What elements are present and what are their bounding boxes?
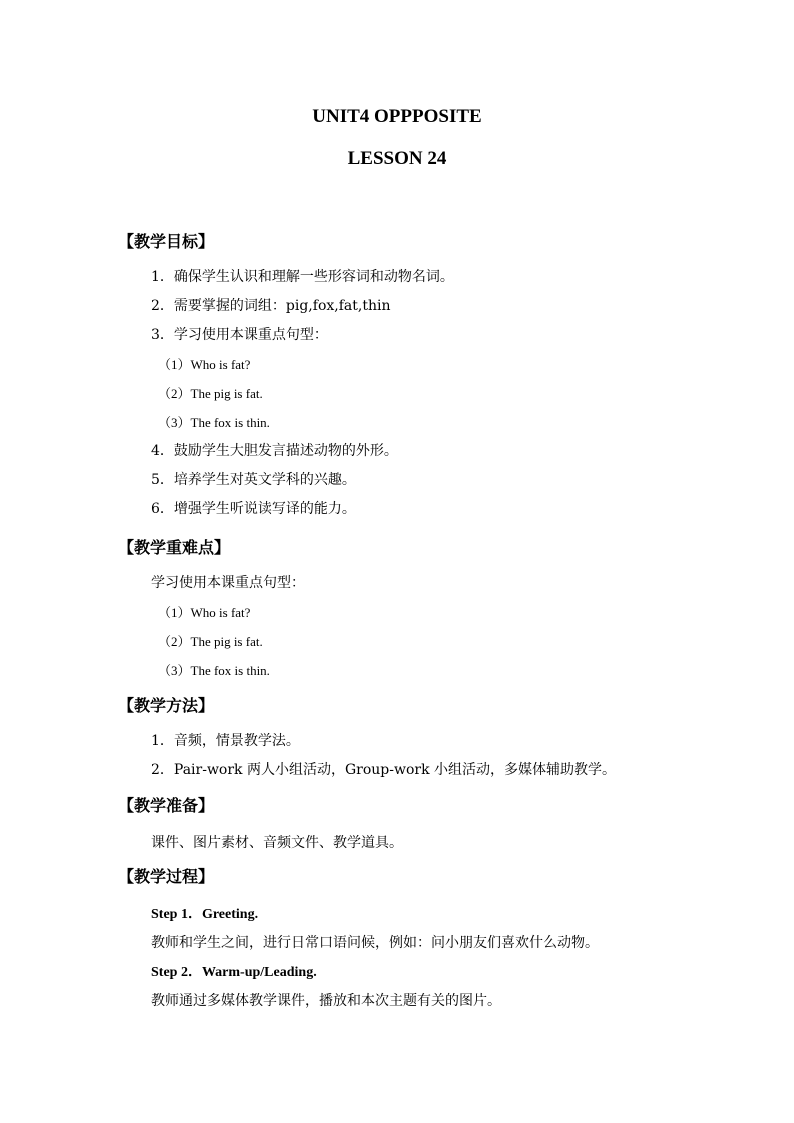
section-heading: 【教学过程】 xyxy=(118,867,215,886)
list-item: （1）Who is fat? xyxy=(158,357,251,372)
section-heading: 【教学方法】 xyxy=(118,696,215,715)
list-item: （1）Who is fat? xyxy=(158,605,251,620)
unit-title: UNIT4 OPPPOSITE xyxy=(312,106,482,127)
list-item: 1．确保学生认识和理解一些形容词和动物名词。 xyxy=(151,269,454,285)
list-item: 4．鼓励学生大胆发言描述动物的外形。 xyxy=(151,443,398,459)
section-process xyxy=(118,864,678,1016)
section-methods xyxy=(118,693,678,785)
list-item: 课件、图片素材、音频文件、教学道具。 xyxy=(151,835,403,851)
section-preparation xyxy=(118,793,678,858)
step-title: Step 1．Greeting. xyxy=(151,907,259,922)
list-item: 5．培养学生对英文学科的兴趣。 xyxy=(151,472,356,488)
list-item: 学习使用本课重点句型： xyxy=(151,575,305,591)
section-heading: 【教学准备】 xyxy=(118,796,215,815)
section-heading: 【教学目标】 xyxy=(118,232,215,251)
list-item: 1．音频，情景教学法。 xyxy=(151,733,300,749)
list-item: （3）The fox is thin. xyxy=(158,663,270,678)
section-objectives xyxy=(118,229,678,524)
list-item: （2）The pig is fat. xyxy=(158,386,263,401)
lesson-title: LESSON 24 xyxy=(347,148,447,169)
list-item: 2．需要掌握的词组：pig,fox,fat,thin xyxy=(151,298,391,314)
step-text: 教师通过多媒体教学课件，播放和本次主题有关的图片。 xyxy=(151,993,501,1009)
list-item: （3）The fox is thin. xyxy=(158,415,270,430)
list-item: 3．学习使用本课重点句型： xyxy=(151,327,328,343)
step-title: Step 2．Warm-up/Leading. xyxy=(151,965,317,980)
step-text: 教师和学生之间，进行日常口语问候，例如：问小朋友们喜欢什么动物。 xyxy=(151,935,599,951)
section-keypoints xyxy=(118,535,678,685)
section-heading: 【教学重难点】 xyxy=(118,538,231,557)
list-item: 2．Pair-work 两人小组活动，Group-work 小组活动，多媒体辅助教学。 xyxy=(151,762,617,778)
list-item: 6．增强学生听说读写译的能力。 xyxy=(151,501,356,517)
list-item: （2）The pig is fat. xyxy=(158,634,263,649)
